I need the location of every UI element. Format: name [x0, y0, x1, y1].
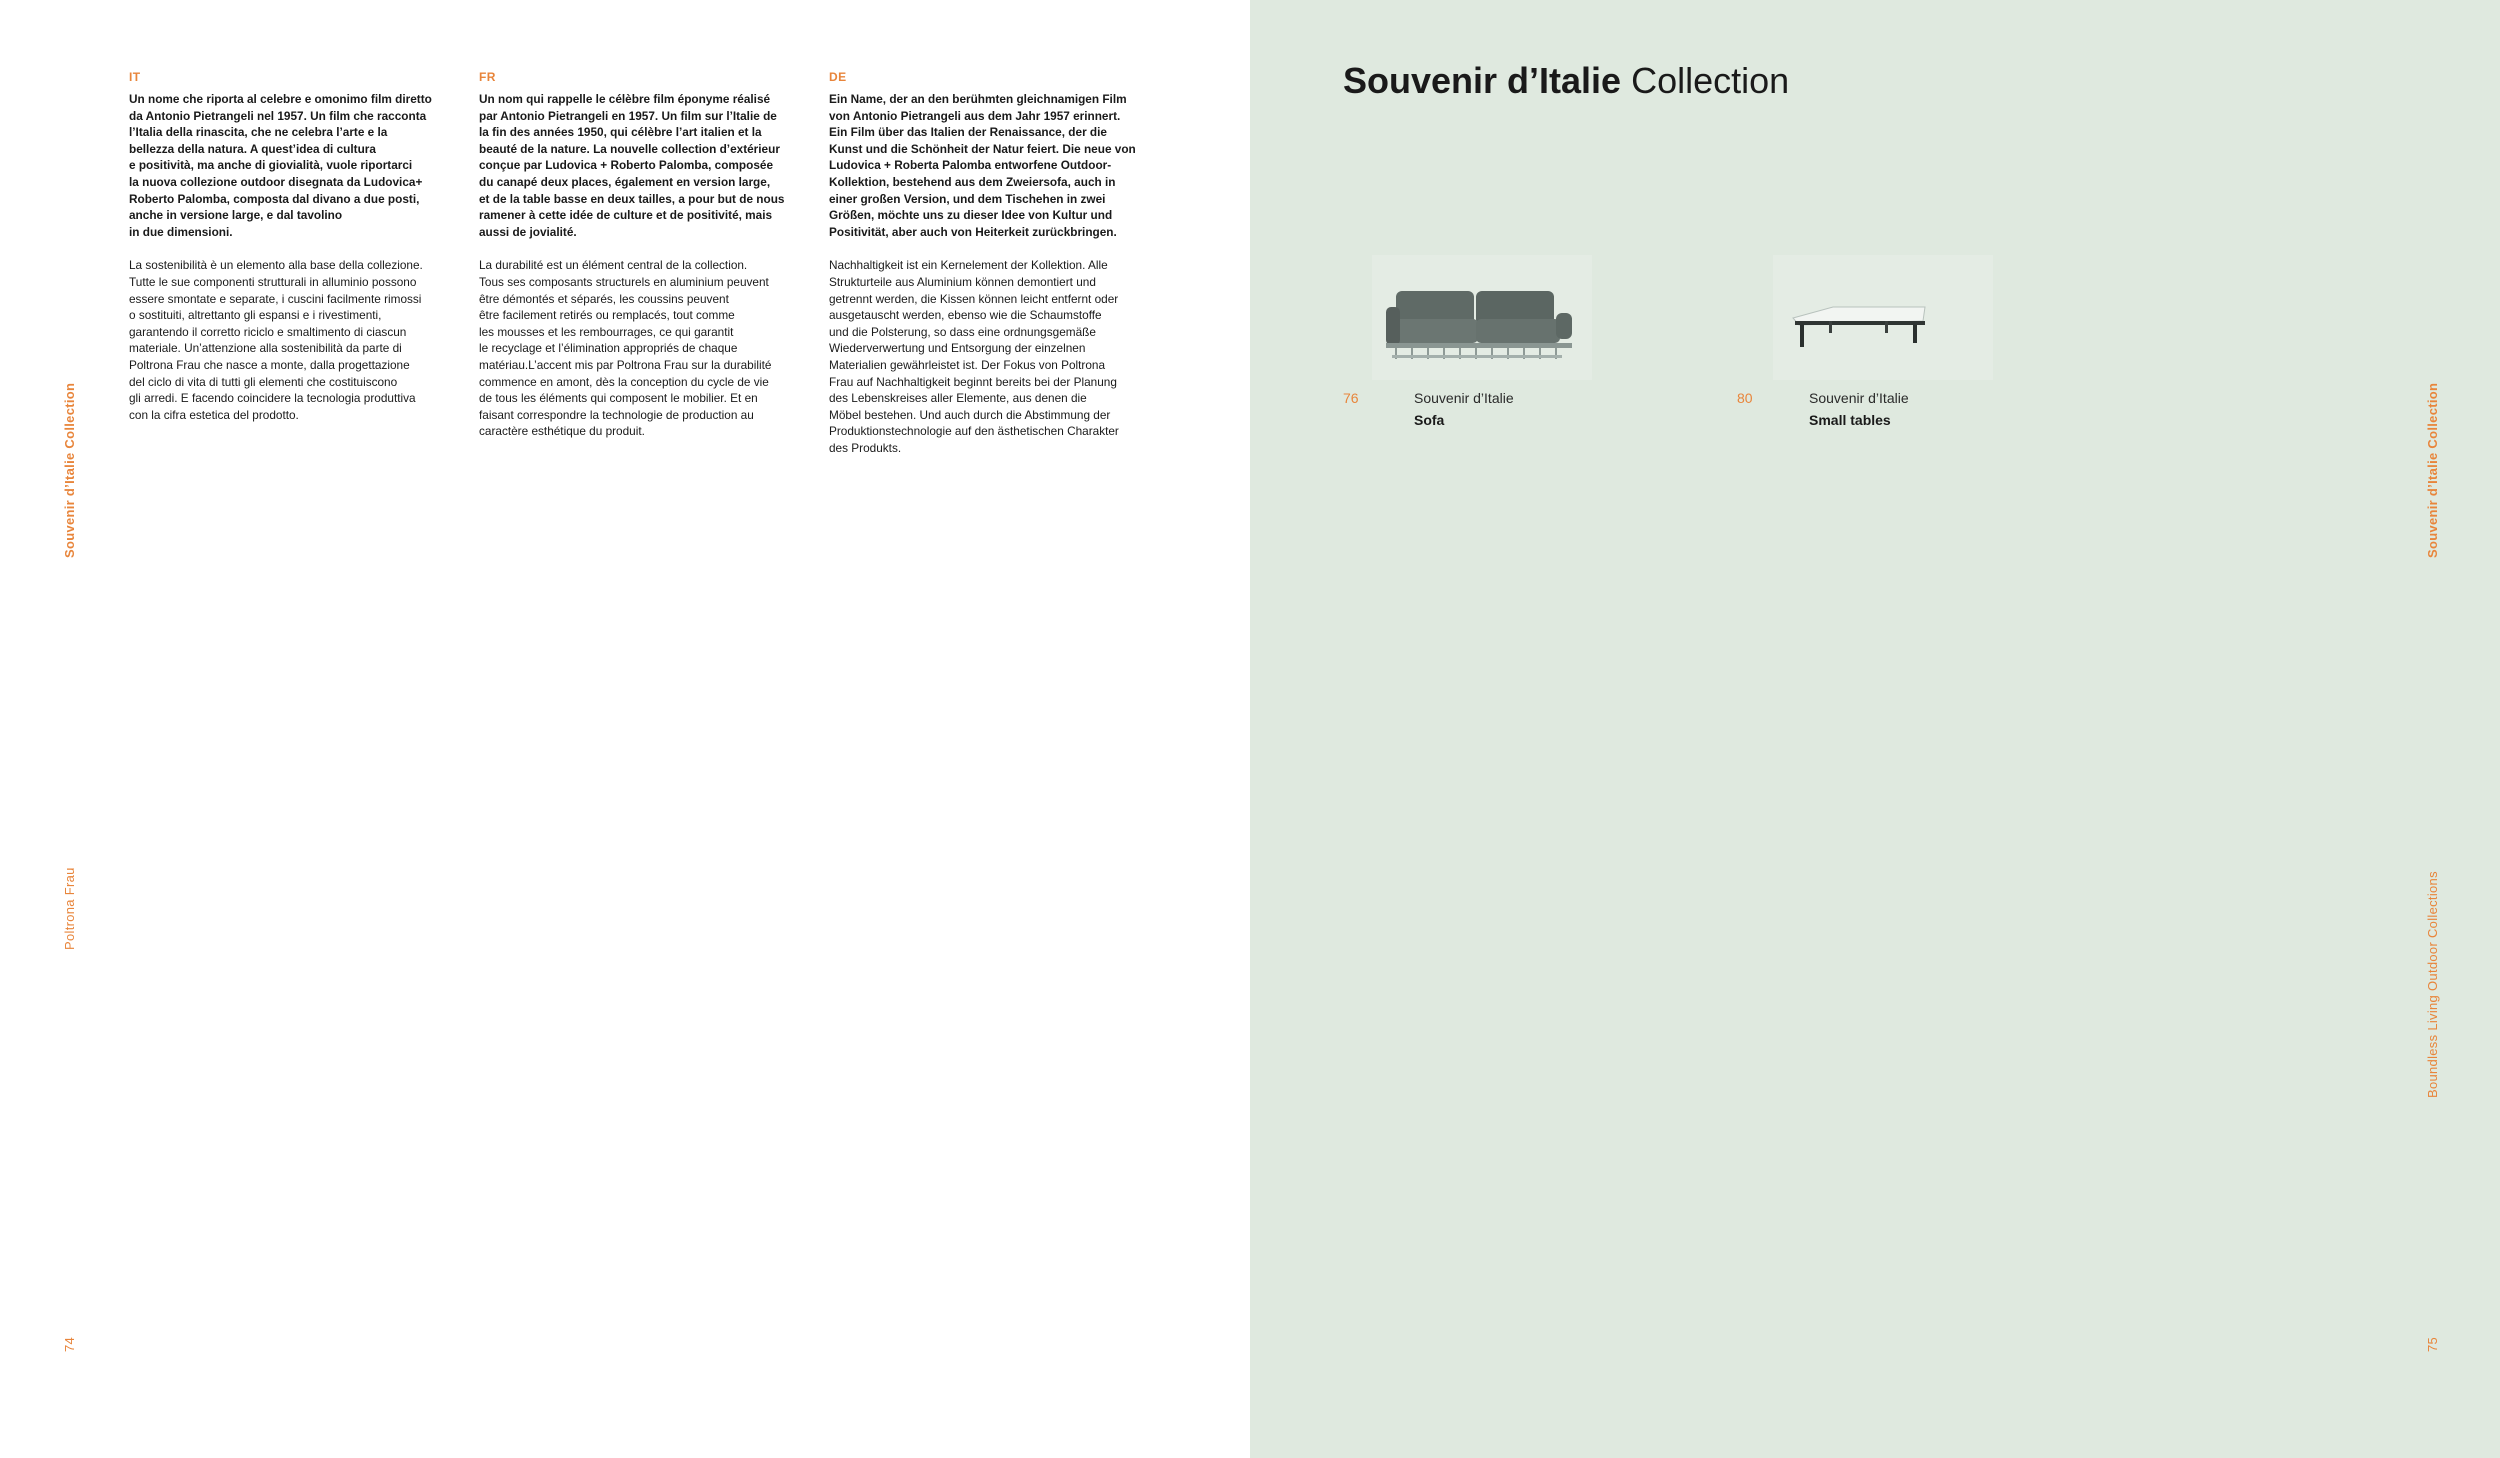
coffee-table-icon[interactable]: [1773, 255, 1993, 380]
language-label: IT: [129, 70, 141, 84]
text-column-de: [829, 70, 1159, 456]
page-number-left: 74: [62, 1336, 77, 1352]
product-series: Souvenir d’Italie: [1809, 390, 1909, 406]
title-light: Collection: [1621, 60, 1790, 101]
product-name[interactable]: Small tables: [1809, 412, 1891, 428]
product-page-number: 80: [1737, 390, 1753, 406]
language-label: FR: [479, 70, 496, 84]
side-label-brand: Poltrona Frau: [62, 867, 77, 950]
side-label-collection: Souvenir d’Italie Collection: [62, 382, 77, 558]
intro-paragraph: Ein Name, der an den berühmten gleichnamigen Film von Antonio Pietrangeli aus dem Jahr 1957 erinnert. Ein Film über das Italien der Renaissance, der die Kunst und die Schönheit der Natur feiert. Die neue von Ludovica + Roberta Palomba entworfene Outdoor- Kollektion, bestehend aus dem Zweiersofa, auch in einer großen Version, und dem Tischehen in zwei Größen, möchte uns zu dieser Idee von Kultur und Positivität, aber auch von Heiterkeit zurückbringen.: [829, 92, 1136, 239]
side-label-collection-right: Souvenir d’Italie Collection: [2425, 382, 2440, 558]
sofa-icon[interactable]: [1372, 255, 1592, 380]
page-number-right: 75: [2425, 1336, 2440, 1352]
product-name[interactable]: Sofa: [1414, 412, 1445, 428]
side-label-catalog: Boundless Living Outdoor Collections: [2425, 871, 2440, 1098]
product-series: Souvenir d’Italie: [1414, 390, 1514, 406]
body-paragraph: La sostenibilità è un elemento alla base della collezione. Tutte le sue componenti strutturali in alluminio possono essere smontate e separate, i cuscini facilmente rimossi o sostituiti, altrettanto gli espansi e i rivestimenti, garantendo il corretto riciclo e smaltimento di ciascun materiale. Un’attenzione alla sostenibilità da parte di Poltrona Frau che nasce a monte, dalla progettazione del ciclo di vita di tutti gli elementi che costituiscono gli arredi. E facendo coincidere la tecnologia produttiva con la cifra estetica del prodotto.: [129, 258, 423, 422]
body-paragraph: Nachhaltigkeit ist ein Kernelement der Kollektion. Alle Strukturteile aus Aluminium können demontiert und getrennt werden, die Kissen können leicht entfernt oder ausgetauscht werden, ebenso wie die Schaumstoffe und die Polsterung, so dass eine ordnungsgemäße Wiederverwertung und Entsorgung der einzelnen Materialien gewährleistet ist. Der Fokus von Poltrona Frau auf Nachhaltigkeit beginnt bereits bei der Planung des Lebenskreises aller Elemente, aus denen die Möbel bestehen. Und auch durch die Abstimmung der Produktionstechnologie auf den ästhetischen Charakter des Produkts.: [829, 258, 1119, 455]
language-label: DE: [829, 70, 847, 84]
text-column-it: [129, 70, 459, 423]
text-column-fr: [479, 70, 809, 440]
body-paragraph: La durabilité est un élément central de la collection. Tous ses composants structurels en aluminium peuvent être démontés et séparés, les coussins peuvent être facilement retirés ou remplacés, tout comme les mousses et les rembourrages, ce qui garantit le recyclage et l’élimination appropriés de chaque matériau.L’accent mis par Poltrona Frau sur la durabilité commence en amont, dès la conception du cycle de vie de tous les éléments qui composent le mobilier. Et en faisant correspondre la technologie de production au caractère esthétique du produit.: [479, 258, 772, 439]
product-page-number: 76: [1343, 390, 1359, 406]
right-page: [1250, 0, 2500, 1458]
page-title: [1343, 60, 1789, 102]
intro-paragraph: Un nom qui rappelle le célèbre film éponyme réalisé par Antonio Pietrangeli en 1957. Un film sur l’Italie de la fin des années 1950, qui célèbre l’art italien et la beauté de la nature. La nouvelle collection d’extérieur conçue par Ludovica + Roberto Palomba, composée du canapé deux places, également en version large, et de la table basse en deux tailles, a pour but de nous ramener à cette idée de culture et de positivité, mais aussi de jovialité.: [479, 92, 785, 239]
intro-paragraph: Un nome che riporta al celebre e omonimo film diretto da Antonio Pietrangeli nel 1957. Un film che racconta l’Italia della rinascita, che ne celebra l’arte e la bellezza della natura. A quest’idea di cultura e positività, ma anche di giovialità, vuole riportarci la nuova collezione outdoor disegnata da Ludovica+ Roberto Palomba, composta dal divano a due posti, anche in versione large, e dal tavolino in due dimensioni.: [129, 92, 432, 239]
title-strong: Souvenir d’Italie: [1343, 60, 1622, 101]
